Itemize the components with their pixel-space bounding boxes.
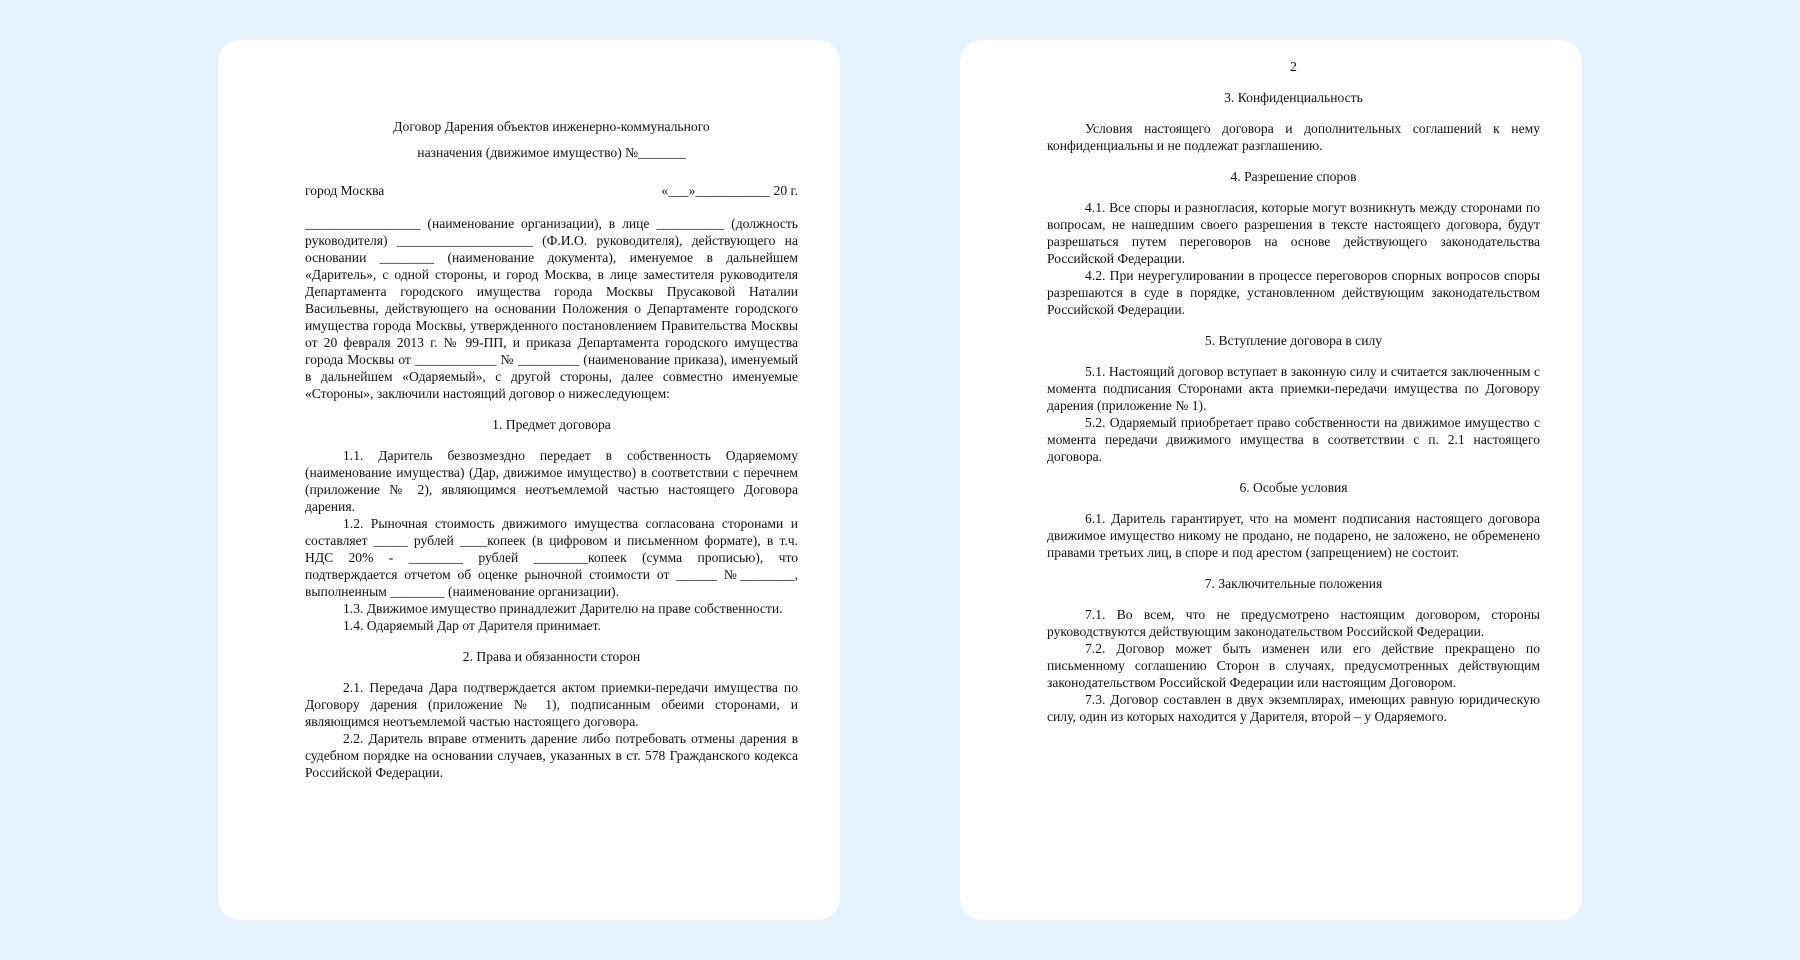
section-3-heading: 3. Конфиденциальность xyxy=(1224,90,1363,105)
clause-1-4: 1.4. Одаряемый Дар от Дарителя принимает. xyxy=(343,618,601,633)
contract-date: «___»___________ 20 г. xyxy=(661,183,798,198)
section-1-heading: 1. Предмет договора xyxy=(492,417,611,432)
clause-6-1: 6.1. Даритель гарантирует, что на момент подписания настоящего договора движимое имущество никому не продано, не подарено, не заложено, не обременено правами третьих лиц, в споре и под арестом (запрещением) не состоит. xyxy=(1047,511,1540,560)
clause-3: Условия настоящего договора и дополнительных соглашений к нему конфиденциальны и не подлежат разглашению. xyxy=(1047,121,1540,153)
clause-5-2: 5.2. Одаряемый приобретает право собственности на движимое имущество с момента передачи движимого имущества в соответствии с п. 2.1 настоящего договора. xyxy=(1047,415,1540,464)
clause-7-3: 7.3. Договор составлен в двух экземплярах, имеющих равную юридическую силу, один из которых находится у Дарителя, второй – у Одаряемого. xyxy=(1047,692,1540,724)
section-4-heading: 4. Разрешение споров xyxy=(1230,169,1357,184)
section-6-heading: 6. Особые условия xyxy=(1239,480,1348,495)
section-5-heading: 5. Вступление договора в силу xyxy=(1204,333,1383,348)
preamble-paragraph: _________________ (наименование организации), в лице __________ (должность руководителя) ____________________ (Ф.И.О. руководителя), действующего на основании ________ (наименование документа), именуемое в дальнейшем «Даритель», с одной стороны, и город Москва, в лице заместителя руководителя Департамента городского имущества города Москвы Прусаковой Наталии Васильевны, действующего на основании Положения о Департаменте городского имущества города Москвы, утвержденного постановлением Правительства Москвы от 20 февраля 2013 г. № 99-ПП, и приказа Департамента городского имущества города Москвы от ____________ № _________ (наименование приказа), именуемый в дальнейшем «Одаряемый», с другой стороны, далее совместно именуемые «Стороны», заключили настоящий договор о нижеследующем: xyxy=(305,216,798,401)
clause-1-2: 1.2. Рыночная стоимость движимого имущества согласована сторонами и составляет _____ рублей ____копеек (в цифровом и письменном формате), в т.ч. НДС 20% - ________ рублей ________копеек (сумма прописью), что подтверждается отчетом об оценке рыночной стоимости от ______ №________, выполненным ________ (наименование организации). xyxy=(305,516,798,599)
city-label: город Москва xyxy=(305,183,385,198)
section-2-heading: 2. Права и обязанности сторон xyxy=(462,649,641,664)
clause-2-1: 2.1. Передача Дара подтверждается актом приемки-передачи имущества по Договору дарения (приложение № 1), подписанным обеими сторонами, и являющимся неотъемлемой частью настоящего договора. xyxy=(305,680,798,729)
document-title-line-2: назначения (движимое имущество) №_______ xyxy=(417,145,686,160)
clause-4-1: 4.1. Все споры и разногласия, которые могут возникнуть между сторонами по вопросам, не нашедшим своего разрешения в тексте настоящего договора, будут разрешаться путем переговоров на основе действующего законодательства Российской Федерации. xyxy=(1047,200,1540,266)
section-7-heading: 7. Заключительные положения xyxy=(1204,576,1383,591)
clause-1-1: 1.1. Даритель безвозмездно передает в собственность Одаряемому (наименование имущества) (Дар, движимое имущество) в соответствии с перечнем (приложение № 2), являющимся неотъемлемой частью настоящего Договора дарения. xyxy=(305,448,798,514)
clause-7-2: 7.2. Договор может быть изменен или его действие прекращено по письменному соглашению Сторон в случаях, предусмотренных действующим законодательством Российской Федерации или настоящим Договором. xyxy=(1047,641,1540,690)
document-page-1 xyxy=(218,40,840,920)
clause-1-3: 1.3. Движимое имущество принадлежит Дарителю на праве собственности. xyxy=(343,601,783,616)
page-number: 2 xyxy=(1290,59,1297,74)
clause-4-2: 4.2. При неурегулировании в процессе переговоров спорных вопросов споры разрешаются в суде в порядке, установленном действующим законодательством Российской Федерации. xyxy=(1047,268,1540,317)
clause-7-1: 7.1. Во всем, что не предусмотрено настоящим договором, стороны руководствуются действующим законодательством Российской Федерации. xyxy=(1047,607,1540,639)
city-date-row xyxy=(305,182,798,199)
clause-5-1: 5.1. Настоящий договор вступает в законную силу и считается заключенным с момента подписания Сторонами акта приемки-передачи имущества по Договору дарения (приложение № 1). xyxy=(1047,364,1540,413)
document-title-line-1: Договор Дарения объектов инженерно-коммунального xyxy=(393,119,710,134)
clause-2-2: 2.2. Даритель вправе отменить дарение либо потребовать отмены дарения в судебном порядке на основании случаев, указанных в ст. 578 Гражданского кодекса Российской Федерации. xyxy=(305,731,798,780)
document-page-2 xyxy=(960,40,1582,920)
